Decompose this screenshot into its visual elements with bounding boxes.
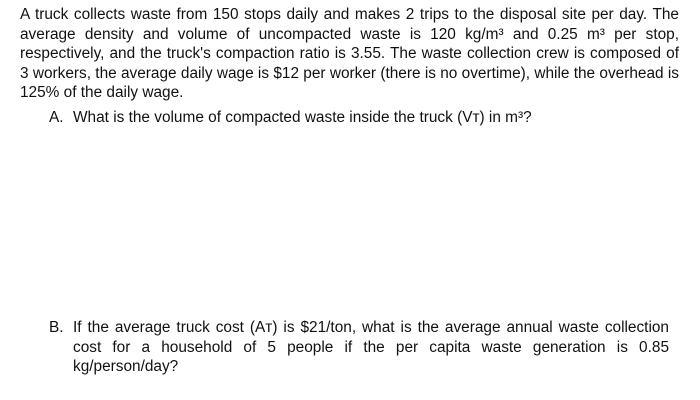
- problem-statement: A truck collects waste from 150 stops daily and makes 2 trips to the disposal site per day. The average density and volume of uncompacted waste is 120 kg/m³ and 0.25 m³ per stop, respectively, and the truck's compaction ratio is 3.55. The waste collection crew is composed of 3 workers, the average daily wage is $12 per worker (there is no overtime), while the overhead is 125% of the daily wage.: [20, 6, 679, 101]
- question-b-letter: B.: [49, 319, 64, 336]
- question-b: [49, 318, 669, 377]
- question-a-letter: A.: [49, 109, 64, 126]
- question-a-text: What is the volume of compacted waste inside the truck (Vᴛ) in m³?: [73, 109, 532, 126]
- question-b-body: [49, 318, 669, 377]
- question-b-text: If the average truck cost (Aᴛ) is $21/ton, what is the average annual waste collection cost for a household of 5 people if the per capita waste generation is 0.85 kg/person/day?: [73, 319, 669, 375]
- question-a: [49, 108, 679, 128]
